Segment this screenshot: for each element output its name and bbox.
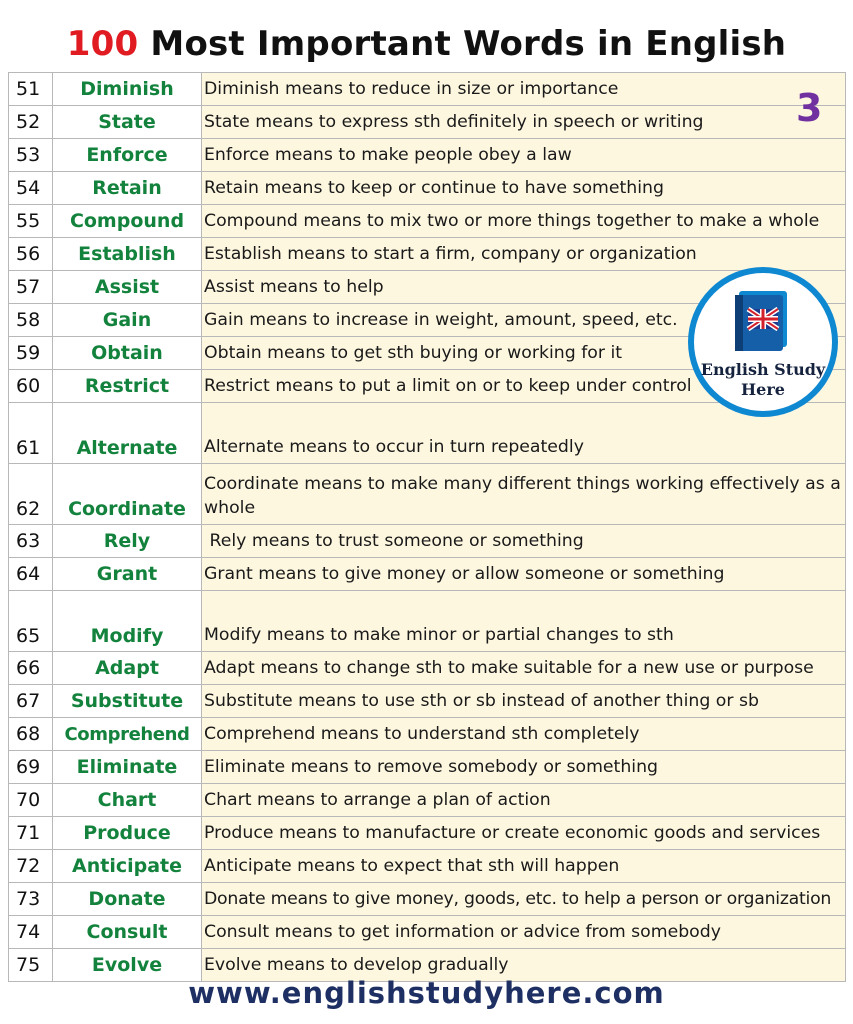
row-number: 74	[9, 916, 53, 949]
row-word: Retain	[53, 172, 202, 205]
table-row	[9, 139, 846, 172]
table-row	[9, 718, 846, 751]
row-number: 75	[9, 949, 53, 982]
row-number: 53	[9, 139, 53, 172]
page-title	[0, 24, 853, 64]
row-number: 51	[9, 73, 53, 106]
row-word: Eliminate	[53, 751, 202, 784]
row-number: 52	[9, 106, 53, 139]
site-logo	[688, 267, 838, 417]
footer-url: www.englishstudyhere.com	[188, 976, 665, 1010]
row-definition: Consult means to get information or advice from somebody	[202, 916, 846, 949]
table-row	[9, 817, 846, 850]
table-row	[9, 784, 846, 817]
row-number: 56	[9, 238, 53, 271]
table-row	[9, 106, 846, 139]
row-definition: Donate means to give money, goods, etc. to help a person or organization	[202, 883, 846, 916]
row-word: Rely	[53, 525, 202, 558]
row-number: 60	[9, 370, 53, 403]
title-number: 100	[66, 24, 139, 64]
row-word: Chart	[53, 784, 202, 817]
row-number: 73	[9, 883, 53, 916]
row-word: Enforce	[53, 139, 202, 172]
table-row	[9, 751, 846, 784]
row-definition: Anticipate means to expect that sth will happen	[202, 850, 846, 883]
row-definition: Enforce means to make people obey a law	[202, 139, 846, 172]
row-number: 59	[9, 337, 53, 370]
row-number: 68	[9, 718, 53, 751]
row-definition: Restrict means to put a limit on or to keep under control	[202, 370, 846, 403]
row-definition: Comprehend means to understand sth completely	[202, 718, 846, 751]
row-definition: Adapt means to change sth to make suitable for a new use or purpose	[202, 652, 846, 685]
table-row	[9, 850, 846, 883]
row-word: Consult	[53, 916, 202, 949]
row-definition: Rely means to trust someone or something	[202, 525, 846, 558]
book-icon	[731, 287, 795, 355]
row-number: 57	[9, 271, 53, 304]
row-word: Comprehend	[53, 718, 202, 751]
row-definition: Eliminate means to remove somebody or something	[202, 751, 846, 784]
row-definition: Establish means to start a firm, company or organization	[202, 238, 846, 271]
table-row	[9, 205, 846, 238]
row-word: Restrict	[53, 370, 202, 403]
row-word: Grant	[53, 558, 202, 591]
row-definition: Gain means to increase in weight, amount, speed, etc.	[202, 304, 846, 337]
table-row	[9, 883, 846, 916]
row-word: Coordinate	[53, 464, 202, 525]
row-number: 55	[9, 205, 53, 238]
row-definition: Assist means to help	[202, 271, 846, 304]
row-word: State	[53, 106, 202, 139]
row-word: Evolve	[53, 949, 202, 982]
logo-line2: Here	[741, 380, 785, 399]
title-text: Most Important Words in English	[150, 24, 787, 64]
table-row	[9, 591, 846, 652]
row-definition: Alternate means to occur in turn repeatedly	[202, 403, 846, 464]
row-word: Assist	[53, 271, 202, 304]
row-word: Substitute	[53, 685, 202, 718]
table-row	[9, 238, 846, 271]
row-number: 70	[9, 784, 53, 817]
row-word: Establish	[53, 238, 202, 271]
row-definition: Evolve means to develop gradually	[202, 949, 846, 982]
table-row	[9, 916, 846, 949]
row-word: Alternate	[53, 403, 202, 464]
row-word: Obtain	[53, 337, 202, 370]
row-number: 64	[9, 558, 53, 591]
row-word: Modify	[53, 591, 202, 652]
row-definition: Coordinate means to make many different things working effectively as a whole	[202, 464, 846, 525]
table-row	[9, 464, 846, 525]
table-row	[9, 73, 846, 106]
row-definition: Substitute means to use sth or sb instead of another thing or sb	[202, 685, 846, 718]
row-number: 62	[9, 464, 53, 525]
table-row	[9, 652, 846, 685]
page-number: 3	[796, 86, 823, 130]
table-row	[9, 685, 846, 718]
row-definition: Obtain means to get sth buying or working for it	[202, 337, 846, 370]
row-definition: Retain means to keep or continue to have something	[202, 172, 846, 205]
row-number: 58	[9, 304, 53, 337]
table-row	[9, 525, 846, 558]
table-row	[9, 558, 846, 591]
words-table	[8, 72, 846, 982]
row-number: 69	[9, 751, 53, 784]
row-number: 71	[9, 817, 53, 850]
row-definition: Modify means to make minor or partial changes to sth	[202, 591, 846, 652]
row-word: Diminish	[53, 73, 202, 106]
row-definition: Chart means to arrange a plan of action	[202, 784, 846, 817]
row-word: Compound	[53, 205, 202, 238]
row-number: 65	[9, 591, 53, 652]
row-definition: Compound means to mix two or more things together to make a whole	[202, 205, 846, 238]
row-word: Produce	[53, 817, 202, 850]
row-word: Anticipate	[53, 850, 202, 883]
row-word: Adapt	[53, 652, 202, 685]
row-number: 61	[9, 403, 53, 464]
row-number: 63	[9, 525, 53, 558]
table-row	[9, 172, 846, 205]
row-word: Donate	[53, 883, 202, 916]
table-row	[9, 403, 846, 464]
row-number: 67	[9, 685, 53, 718]
row-number: 66	[9, 652, 53, 685]
row-number: 54	[9, 172, 53, 205]
row-definition: Grant means to give money or allow someone or something	[202, 558, 846, 591]
row-word: Gain	[53, 304, 202, 337]
row-definition: Diminish means to reduce in size or importance	[202, 73, 846, 106]
row-definition: State means to express sth definitely in speech or writing	[202, 106, 846, 139]
row-number: 72	[9, 850, 53, 883]
logo-line1: English Study	[700, 360, 826, 379]
row-definition: Produce means to manufacture or create economic goods and services	[202, 817, 846, 850]
